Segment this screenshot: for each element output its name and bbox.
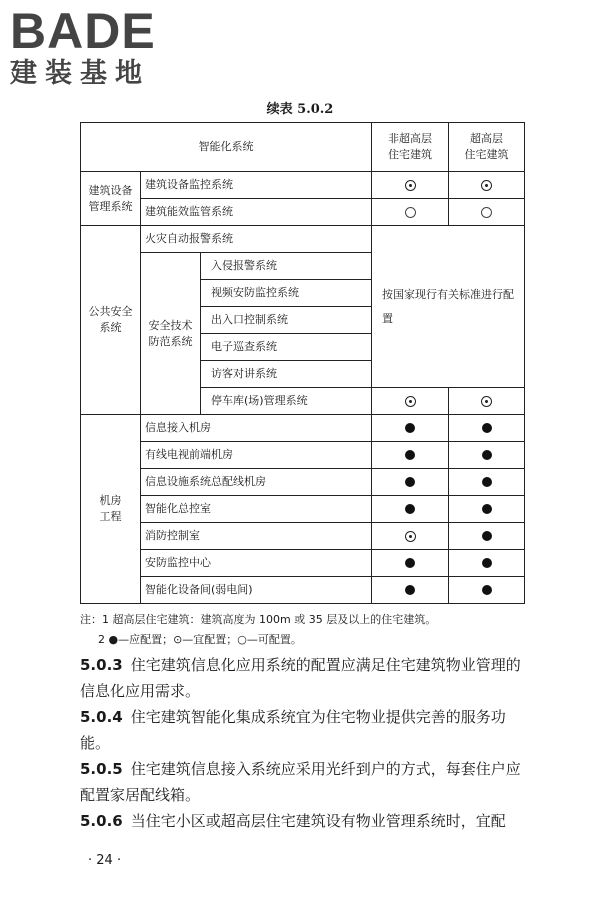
mark-icon: [481, 180, 492, 191]
mark-icon: [405, 423, 415, 433]
clause-5-0-3: [80, 652, 530, 704]
row-label: 出入口控制系统: [201, 307, 372, 334]
group-machine-room: 机房 工程: [81, 415, 141, 604]
mark-icon: [405, 396, 416, 407]
mark-icon: [481, 396, 492, 407]
logo-subtitle: 建装基地: [10, 58, 150, 89]
group-security-tech: 安全技术 防范系统: [141, 253, 201, 415]
note-1: 注：1 超高层住宅建筑：建筑高度为 100m 或 35 层及以上的住宅建筑。: [80, 613, 437, 626]
row-label: 建筑设备监控系统: [141, 172, 372, 199]
mark-icon: [482, 585, 492, 595]
mark-icon: [405, 450, 415, 460]
mark-icon: [482, 504, 492, 514]
row-label: 视频安防监控系统: [201, 280, 372, 307]
clause-number: 5.0.6: [80, 812, 123, 830]
row-label: 安防监控中心: [141, 550, 372, 577]
clause-text: 当住宅小区或超高层住宅建筑设有物业管理系统时，宜配: [130, 812, 506, 830]
mark-icon: [405, 207, 416, 218]
row-label: 火灾自动报警系统: [141, 226, 372, 253]
logo: [10, 3, 156, 90]
mark-icon: [481, 207, 492, 218]
mark-icon: [405, 558, 415, 568]
table-notes: [80, 610, 436, 650]
clause-text: 住宅建筑信息化应用系统的配置应满足住宅建筑物业管理的信息化应用需求。: [80, 656, 521, 700]
table-row: [81, 577, 525, 604]
row-label: 信息设施系统总配线机房: [141, 469, 372, 496]
mark-icon: [405, 180, 416, 191]
table-row: [81, 469, 525, 496]
header-non-high-rise: 非超高层 住宅建筑: [372, 123, 449, 172]
group-building-equipment: 建筑设备 管理系统: [81, 172, 141, 226]
mark-icon: [482, 531, 492, 541]
clause-5-0-6: [80, 808, 530, 834]
row-label: 智能化总控室: [141, 496, 372, 523]
row-label: 消防控制室: [141, 523, 372, 550]
row-label: 入侵报警系统: [201, 253, 372, 280]
clause-number: 5.0.4: [80, 708, 123, 726]
config-table: [80, 122, 525, 604]
row-label: 停车库(场)管理系统: [201, 388, 372, 415]
merged-standard-note: 按国家现行有关标准进行配置: [372, 226, 525, 388]
mark-icon: [482, 450, 492, 460]
header-high-rise: 超高层 住宅建筑: [449, 123, 525, 172]
clause-number: 5.0.3: [80, 656, 123, 674]
table-caption: 续表 5.0.2: [266, 102, 334, 117]
mark-icon: [405, 477, 415, 487]
mark-icon: [405, 504, 415, 514]
mark-icon: [405, 531, 416, 542]
row-label: 有线电视前端机房: [141, 442, 372, 469]
mark-icon: [482, 423, 492, 433]
table-header-row: [81, 123, 525, 172]
row-label: 建筑能效监管系统: [141, 199, 372, 226]
clause-5-0-5: [80, 756, 530, 808]
row-label: 智能化设备间(弱电间): [141, 577, 372, 604]
table-row: [81, 523, 525, 550]
row-label: 电子巡查系统: [201, 334, 372, 361]
table-row: [81, 496, 525, 523]
page-number: · 24 ·: [88, 853, 122, 868]
logo-brand: BADE: [10, 3, 156, 59]
group-public-safety: 公共安全 系统: [81, 226, 141, 415]
row-label: 访客对讲系统: [201, 361, 372, 388]
table-row: [81, 415, 525, 442]
clause-5-0-4: [80, 704, 530, 756]
note-2: 2 ●—应配置；⊙—宜配置；○—可配置。: [98, 633, 302, 646]
row-label: 信息接入机房: [141, 415, 372, 442]
table-row: [81, 550, 525, 577]
table-row: [81, 199, 525, 226]
clause-text: 住宅建筑信息接入系统应采用光纤到户的方式，每套住户应配置家居配线箱。: [80, 760, 521, 804]
mark-icon: [482, 558, 492, 568]
table-row: [81, 226, 525, 253]
clause-text: 住宅建筑智能化集成系统宜为住宅物业提供完善的服务功能。: [80, 708, 506, 752]
table-row: [81, 442, 525, 469]
mark-icon: [482, 477, 492, 487]
header-system: 智能化系统: [81, 123, 372, 172]
table-row: [81, 172, 525, 199]
clause-number: 5.0.5: [80, 760, 123, 778]
mark-icon: [405, 585, 415, 595]
